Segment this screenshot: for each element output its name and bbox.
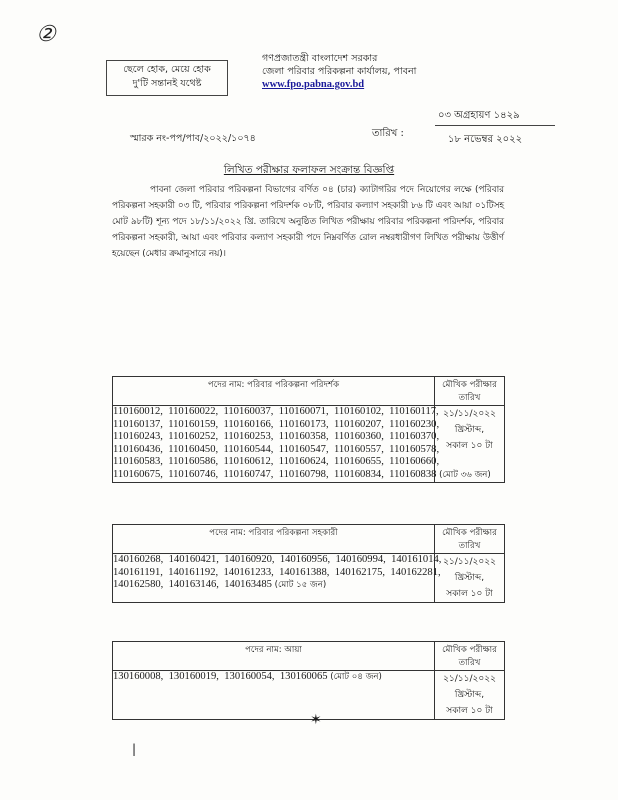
- roll-number: 140160994,: [335, 554, 392, 565]
- date-divider: [435, 125, 555, 126]
- website-link[interactable]: www.fpo.pabna.gov.bd: [262, 79, 365, 90]
- roll-number: 110160243,: [113, 431, 169, 443]
- roll-number: 110160624,: [278, 456, 334, 468]
- slogan-line-1: ছেলে হোক, মেয়ে হোক: [123, 64, 211, 75]
- roll-list: [113, 554, 442, 603]
- roll-number: 110160207,: [333, 418, 390, 430]
- roll-number: 110160022,: [168, 406, 224, 417]
- viva-date: ২১/১১/২০২২: [443, 409, 496, 419]
- roll-number: 130160065: [279, 671, 328, 682]
- roll-number: 140163485: [224, 579, 272, 591]
- roll-number: 140160268,: [113, 554, 169, 565]
- roll-count: (মোট ৩৬ জন): [436, 469, 491, 480]
- roll-number: 140160920,: [224, 554, 280, 565]
- viva-date-suffix: খ্রিস্টাব্দ,: [454, 425, 485, 435]
- roll-number: 110160252,: [168, 431, 224, 443]
- result-table-aya: [112, 641, 505, 720]
- roll-number: 110160834,: [333, 468, 390, 480]
- roll-number: 110160450,: [168, 443, 224, 455]
- roll-number: 140161191,: [113, 566, 169, 578]
- roll-number: 110160547,: [278, 443, 334, 455]
- roll-row: [113, 554, 442, 567]
- roll-number: 140161388,: [279, 566, 335, 578]
- roll-number: 110160578,: [389, 443, 440, 455]
- office-header: [262, 52, 462, 91]
- govt-name: গণপ্রজাতন্ত্রী বাংলাদেশ সরকার: [262, 53, 378, 64]
- roll-number: 130160008,: [113, 671, 169, 682]
- result-table-assistant: [112, 524, 505, 603]
- roll-number: 140162281,: [390, 566, 441, 578]
- memo-value: পপ/পাব/২০২২/১০৭৪: [169, 133, 256, 144]
- roll-number: 130160019,: [168, 671, 225, 682]
- roll-number: 110160660,: [389, 456, 440, 468]
- roll-number: 110160557,: [333, 443, 390, 455]
- notice-title: লিখিত পরীক্ষার ফলাফল সংক্রান্ত বিজ্ঞপ্তি: [223, 164, 395, 176]
- viva-time: সকাল ১০ টা: [446, 589, 493, 599]
- roll-number: 110160746,: [168, 468, 224, 480]
- roll-row: [113, 579, 434, 592]
- roll-number: 110160675,: [113, 468, 169, 480]
- roll-number: 140161192,: [168, 566, 224, 578]
- roll-number: 140162580,: [113, 579, 169, 591]
- roll-row: [113, 456, 440, 469]
- roll-number: 110160586,: [168, 456, 224, 468]
- roll-number: 110160102,: [333, 406, 390, 417]
- roll-row: [113, 431, 440, 444]
- viva-date-header: মৌখিক পরীক্ষার তারিখ: [435, 525, 505, 554]
- memo-label: স্মারক নং-: [130, 133, 170, 144]
- roll-number: 110160436,: [113, 443, 169, 455]
- viva-date-suffix: খ্রিস্টাব্দ,: [454, 573, 485, 583]
- result-table-inspector: [112, 376, 505, 483]
- roll-number: 140161014,: [391, 554, 442, 565]
- roll-number: 110160137,: [113, 418, 169, 430]
- roll-number: 130160054,: [224, 671, 280, 682]
- roll-number: 110160798,: [278, 468, 334, 480]
- roll-number: 110160159,: [168, 418, 224, 430]
- roll-number: 110160655,: [333, 456, 390, 468]
- roll-number: 140163146,: [168, 579, 225, 591]
- roll-number: 110160012,: [113, 406, 169, 417]
- roll-row: [113, 671, 434, 684]
- post-name-header: পদের নাম: পরিবার পরিকল্পনা সহকারী: [113, 525, 435, 554]
- roll-number: 110160166,: [223, 418, 279, 430]
- post-name-header: পদের নাম: পরিবার পরিকল্পনা পরিদর্শক: [113, 377, 435, 406]
- viva-time: সকাল ১০ টা: [446, 441, 493, 451]
- date-label: তারিখ :: [372, 128, 404, 139]
- roll-number: 110160370,: [389, 431, 440, 443]
- roll-number: 140162175,: [334, 566, 391, 578]
- roll-number: 110160173,: [278, 418, 334, 430]
- roll-list: [113, 671, 435, 720]
- roll-row: [113, 418, 440, 432]
- footer-mark: |: [132, 742, 137, 756]
- viva-date-header: মৌখিক পরীক্ষার তারিখ: [435, 377, 505, 406]
- viva-date-cell: [435, 671, 505, 720]
- viva-date-header: মৌখিক পরীক্ষার তারিখ: [435, 642, 505, 671]
- viva-date-cell: [435, 554, 505, 603]
- roll-number: 110160360,: [333, 431, 390, 443]
- roll-number: 110160838: [389, 468, 437, 480]
- roll-number: 110160583,: [113, 456, 169, 468]
- viva-date-suffix: খ্রিস্টাব্দ,: [454, 690, 485, 700]
- roll-number: 110160253,: [223, 431, 279, 443]
- office-name: জেলা পরিবার পরিকল্পনা কার্যালয়, পাবনা: [262, 66, 417, 77]
- roll-row: [113, 406, 439, 419]
- viva-time: সকাল ১০ টা: [446, 706, 493, 716]
- date-bangla: ০৩ অগ্রহায়ণ ১৪২৯: [438, 110, 520, 121]
- roll-number: 110160612,: [223, 456, 279, 468]
- roll-number: 110160037,: [223, 406, 279, 417]
- roll-number: 110160071,: [278, 406, 334, 417]
- roll-number: 110160747,: [223, 468, 279, 480]
- date-english: ১৮ নভেম্বর ২০২২: [448, 134, 523, 145]
- roll-number: 140160956,: [279, 554, 336, 565]
- roll-count: (মোট ০৪ জন): [327, 672, 382, 682]
- roll-number: 110160117,: [389, 406, 439, 417]
- notice-body: পাবনা জেলা পরিবার পরিকল্পনা বিভাগের বর্ণিত ০৪ (চার) ক্যাটাগরির পদে নিয়োগের লক্ষে (পরিবার পরিকল্পনা সহকারী ০৩ টি, পরিবার পরিকল্পনা পরিদর্শক ০৮টি, পরিবার কল্যাণ সহকারী ৮৬ টি এবং আয়া ০১টিসহ মোট ৯৮টি) শূন্য পদে ১৮/১১/২০২২ খ্রি. তারিখে অনুষ্ঠিত লিখিত পরীক্ষায় পরিবার পরিকল্পনা পরিদর্শক, পরিবার পরিকল্পনা সহকারী, আয়া এবং পরিবার কল্যাণ সহকারী পদে নিম্নবর্ণিত রোল নম্বরধারীগণ লিখিত পরীক্ষায় উত্তীর্ণ হয়েছেন (মেধার ক্রমানুসারে নয়)।: [112, 185, 504, 259]
- viva-date: ২১/১১/২০২২: [443, 674, 496, 684]
- roll-number: 140161233,: [223, 566, 280, 578]
- signature-mark: ✶: [310, 712, 322, 728]
- roll-row: [113, 566, 441, 580]
- roll-count: (মোট ১৫ জন): [271, 580, 327, 591]
- roll-number: 110160358,: [278, 431, 334, 443]
- slogan-box: [106, 60, 228, 96]
- roll-number: 140160421,: [168, 554, 225, 565]
- roll-number: 110160230,: [389, 418, 440, 430]
- post-name-header: পদের নাম: আয়া: [113, 642, 435, 671]
- roll-row: [113, 468, 491, 482]
- slogan-line-2: দু'টি সন্তানই যথেষ্ট: [132, 78, 202, 89]
- memo-number: [130, 132, 256, 147]
- handwritten-page-number: ②: [36, 22, 56, 47]
- roll-number: 110160544,: [223, 443, 279, 455]
- roll-row: [113, 443, 440, 457]
- viva-date: ২১/১১/২০২২: [443, 557, 496, 567]
